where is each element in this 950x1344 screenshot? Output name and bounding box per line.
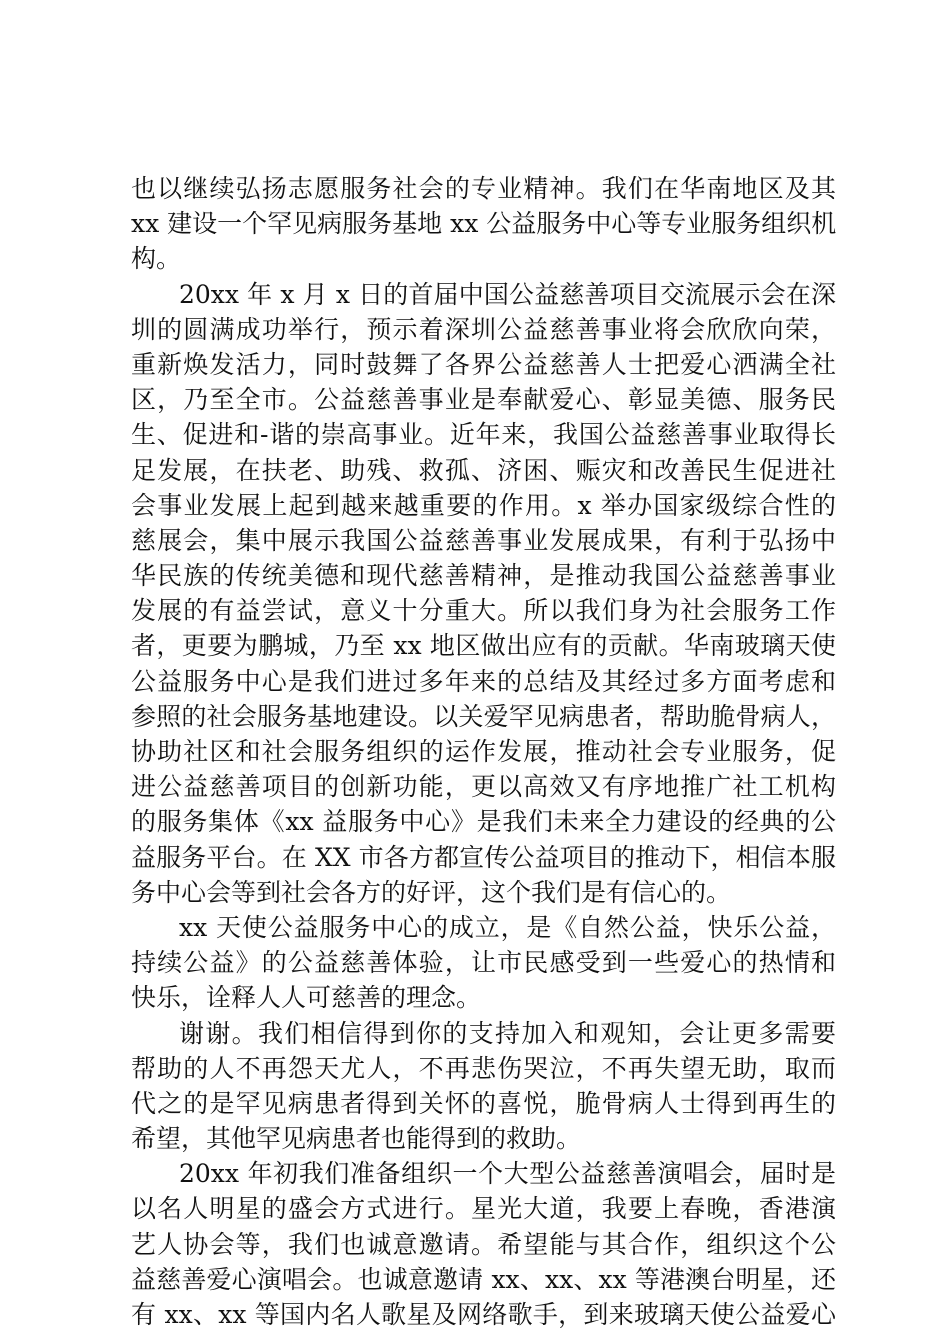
text-line: 持续公益》的公益慈善体验，让市民感受到一些爱心的热情和 [131, 948, 836, 978]
text-line: 者，更要为鹏城，乃至 xx 地区做出应有的贡献。华南玻璃天使 [131, 631, 836, 661]
paragraph [131, 1156, 836, 1332]
text-line: 代之的是罕见病患者得到关怀的喜悦，脆骨病人士得到再生的 [131, 1088, 836, 1118]
text-line: 谢谢。我们相信得到你的支持加入和观知，会让更多需要 [179, 1018, 836, 1048]
text-line: 进公益慈善项目的创新功能，更以高效又有序地推广社工机构 [131, 772, 836, 802]
text-line: 20xx 年初我们准备组织一个大型公益慈善演唱会，届时是 [179, 1159, 836, 1189]
text-line: 发展的有益尝试，意义十分重大。所以我们身为社会服务工作 [131, 596, 836, 626]
text-line: 益服务平台。在 XX 市各方都宣传公益项目的推动下，相信本服 [131, 842, 836, 872]
text-line: 20xx 年 x 月 x 日的首届中国公益慈善项目交流展示会在深 [179, 279, 836, 309]
text-line: 益慈善爱心演唱会。也诚意邀请 xx、xx、xx 等港澳台明星，还 [131, 1264, 836, 1294]
text-line: 参照的社会服务基地建设。以关爱罕见病患者，帮助脆骨病人， [131, 701, 836, 731]
text-line: 以名人明星的盛会方式进行。星光大道，我要上春晚，香港演 [131, 1194, 836, 1224]
text-line: 公益服务中心是我们进过多年来的总结及其经过多方面考虑和 [131, 666, 836, 696]
paragraph [131, 277, 836, 910]
text-line: 也以继续弘扬志愿服务社会的专业精神。我们在华南地区及其 [131, 174, 836, 203]
text-line: 会事业发展上起到越来越重要的作用。x 举办国家级综合性的 [131, 490, 836, 520]
text-line: 重新焕发活力，同时鼓舞了各界公益慈善人士把爱心洒满全社 [131, 349, 836, 379]
text-line: 足发展，在扶老、助残、救孤、济困、赈灾和改善民生促进社 [131, 455, 836, 485]
paragraph [131, 171, 836, 277]
text-line: 构。 [131, 244, 182, 274]
text-line: 圳的圆满成功举行，预示着深圳公益慈善事业将会欣欣向荣， [131, 314, 836, 344]
document-body [131, 171, 836, 1332]
text-line: 艺人协会等，我们也诚意邀请。希望能与其合作，组织这个公 [131, 1229, 836, 1259]
text-line: 慈展会，集中展示我国公益慈善事业发展成果，有利于弘扬中 [131, 525, 836, 555]
text-line: 有 xx、xx 等国内名人歌星及网络歌手，到来玻璃天使公益爱心 [131, 1300, 836, 1329]
text-line: 快乐，诠释人人可慈善的理念。 [131, 983, 482, 1013]
text-line: 生、促进和-谐的崇高事业。近年来，我国公益慈善事业取得长 [131, 420, 836, 450]
text-line: 协助社区和社会服务组织的运作发展，推动社会专业服务，促 [131, 737, 836, 766]
text-line: xx 天使公益服务中心的成立，是《自然公益，快乐公益， [179, 912, 836, 942]
text-line: 华民族的传统美德和现代慈善精神，是推动我国公益慈善事业 [131, 561, 836, 591]
paragraph [131, 1016, 836, 1157]
text-line: xx 建设一个罕见病服务基地 xx 公益服务中心等专业服务组织机 [131, 209, 836, 239]
text-line: 的服务集体《xx 益服务中心》是我们未来全力建设的经典的公 [131, 807, 836, 837]
text-line: 务中心会等到社会各方的好评，这个我们是有信心的。 [131, 877, 732, 907]
text-line: 帮助的人不再怨天尤人，不再悲伤哭泣，不再失望无助，取而 [131, 1053, 836, 1083]
text-line: 希望，其他罕见病患者也能得到的救助。 [131, 1124, 582, 1154]
text-line: 区，乃至全市。公益慈善事业是奉献爱心、彰显美德、服务民 [131, 385, 836, 415]
paragraph [131, 910, 836, 1016]
